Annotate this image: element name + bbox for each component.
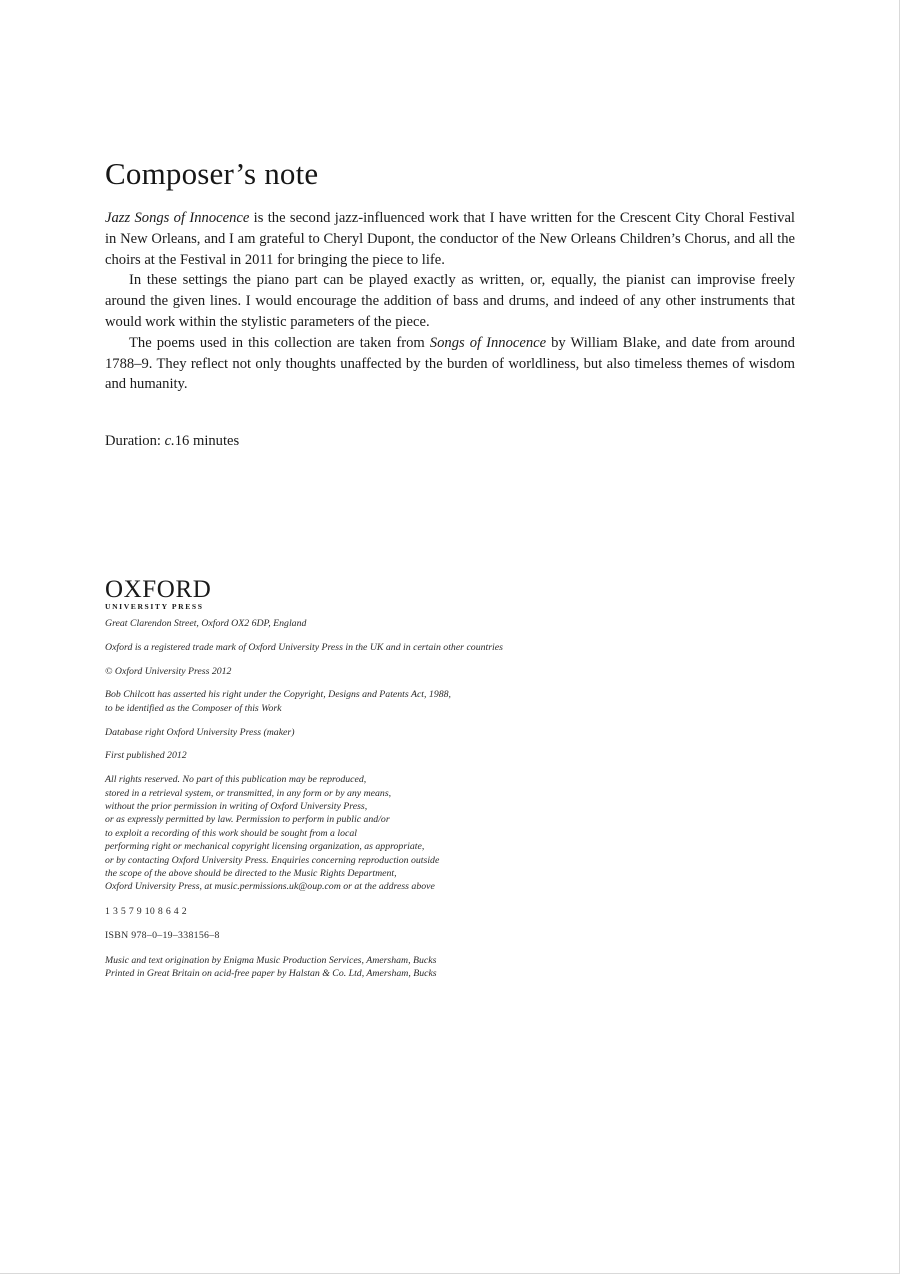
origination-line-1: Music and text origination by Enigma Music Production Services, Amersham, Bucks	[105, 954, 437, 966]
note-paragraph-3-end: by William Blake, and date from around 1788–9. They reflect not only thoughts unaffected by the burden of worldliness, but also timeless themes of wisdom and humanity.	[105, 334, 795, 393]
database-right: Database right Oxford University Press (maker)	[105, 726, 295, 738]
moral-rights-line-2: to be identified as the Composer of this Work	[105, 702, 282, 714]
all-rights-line: or as expressly permitted by law. Permission to perform in public and/or	[105, 814, 390, 826]
logo-subtitle: UNIVERSITY PRESS	[105, 602, 204, 611]
note-paragraph-3-start: The poems used in this collection are taken from	[129, 334, 430, 351]
logo-wordmark: OXFORD	[105, 576, 212, 603]
duration-approx: c.	[164, 433, 175, 449]
all-rights-line: Oxford University Press, at music.permissions.uk@oup.com or at the address above	[105, 881, 435, 893]
all-rights-line: without the prior permission in writing of Oxford University Press,	[105, 801, 368, 812]
trademark-notice: Oxford is a registered trade mark of Oxford University Press in the UK and in certain other countries	[105, 641, 503, 653]
all-rights-line: or by contacting Oxford University Press. Enquiries concerning reproduction outside	[105, 854, 440, 866]
source-title: Songs of Innocence	[429, 334, 547, 351]
printing-numbers: 1 3 5 7 9 10 8 6 4 2	[105, 905, 187, 917]
all-rights-line: performing right or mechanical copyright licensing organization, as appropriate,	[105, 841, 425, 853]
first-published: First published 2012	[105, 750, 187, 762]
copyright-notice: © Oxford University Press 2012	[105, 665, 232, 677]
publisher-address: Great Clarendon Street, Oxford OX2 6DP, England	[105, 618, 307, 629]
all-rights-line: the scope of the above should be directed to the Music Rights Department,	[105, 868, 397, 880]
moral-rights-line-1: Bob Chilcott has asserted his right under the Copyright, Designs and Patents Act, 1988,	[105, 689, 451, 701]
note-paragraph-2: In these settings the piano part can be played exactly as written, or, equally, the pianist can improvise freely around the given lines. I would encourage the addition of bass and drums, and indeed of any other instruments that would work within the stylistic parameters of the piece.	[105, 272, 795, 330]
page-title: Composer’s note	[105, 156, 319, 191]
composer-note-body	[105, 208, 795, 395]
moral-rights-notice	[105, 688, 625, 715]
publisher-logo	[105, 578, 211, 612]
duration-value: 16 minutes	[174, 433, 240, 449]
all-rights-line: All rights reserved. No part of this publication may be reproduced,	[105, 774, 367, 786]
all-rights-line: to exploit a recording of this work should be sought from a local	[105, 827, 357, 839]
all-rights-notice	[105, 773, 625, 894]
origination-notice	[105, 954, 625, 981]
origination-line-2: Printed in Great Britain on acid-free paper by Halstan & Co. Ltd, Amersham, Bucks	[105, 968, 437, 980]
isbn: ISBN 978–0–19–338156–8	[105, 930, 220, 942]
note-paragraph-3	[105, 333, 795, 395]
duration	[105, 431, 239, 451]
note-paragraph-1	[105, 208, 795, 270]
work-title: Jazz Songs of Innocence	[105, 210, 250, 226]
note-paragraph-1-text: is the second jazz-influenced work that I have written for the Crescent City Choral Festival in New Orleans, and I am grateful to Cheryl Dupont, the conductor of the New Orleans Children’s Chorus, and all the choirs at the Festival in 2011 for bringing the piece to life.	[105, 210, 795, 268]
all-rights-line: stored in a retrieval system, or transmitted, in any form or by any means,	[105, 787, 392, 799]
duration-label: Duration:	[105, 433, 165, 449]
imprint	[105, 617, 625, 991]
